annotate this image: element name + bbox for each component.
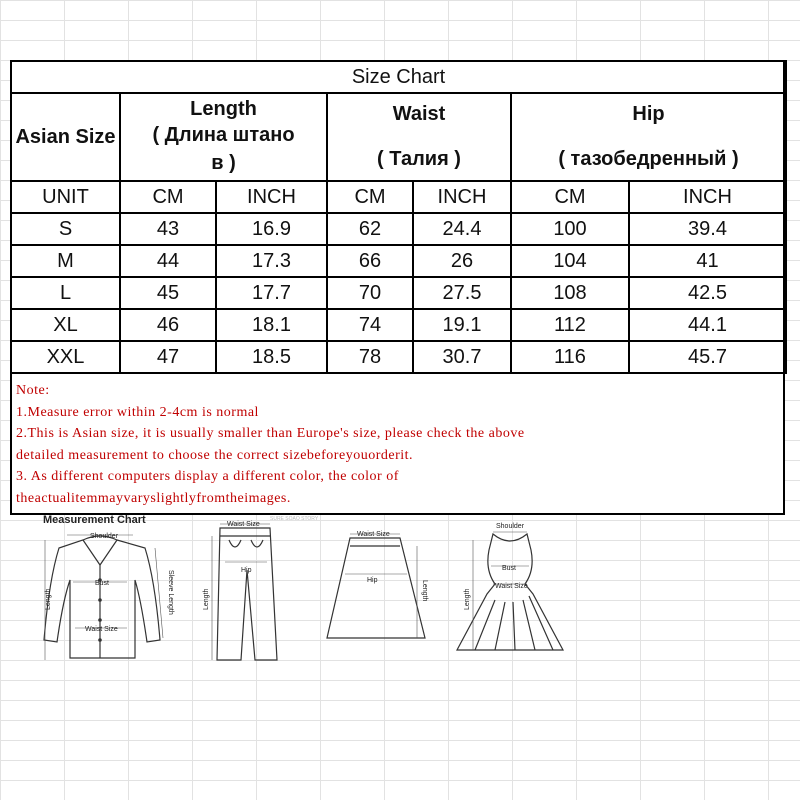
shirt-measure-lines [45,535,163,660]
shirt-bust-label: Bust [95,580,110,587]
value-cell: 70 [327,277,413,309]
value-cell: 47 [120,341,216,373]
value-cell: 45 [120,277,216,309]
waist-header [327,93,511,181]
size-cell: S [11,213,120,245]
size-cell: XXL [11,341,120,373]
value-cell: 44.1 [629,309,786,341]
table-row [11,213,786,245]
unit-cell: INCH [413,181,511,213]
value-cell: 44 [120,245,216,277]
unit-cell: INCH [629,181,786,213]
value-cell: 42.5 [629,277,786,309]
skirt-length-label: Length [421,580,428,602]
table-row [11,277,786,309]
unit-cell: UNIT [11,181,120,213]
value-cell: 30.7 [413,341,511,373]
length-title: Length [190,97,257,120]
measurement-chart [15,510,785,685]
watermark-text: SURE SOAO STORY [270,516,319,522]
value-cell: 66 [327,245,413,277]
size-table [10,60,787,374]
unit-row [11,181,786,213]
shirt-waist-label: Waist Size [85,626,118,633]
length-subtitle-2: в ) [211,151,236,174]
table-row [11,309,786,341]
size-cell: XL [11,309,120,341]
asian-size-header: Asian Size [11,93,120,181]
shirt-shoulder-label: Shoulder [90,533,119,540]
value-cell: 41 [629,245,786,277]
note-line: theactualitemmayvaryslightlyfromtheimages. [16,490,291,506]
note-line: detailed measurement to choose the correct sizebeforeyouorderit. [16,447,414,463]
dress-measure-lines [473,532,529,650]
note-line: 3. As different computers display a different color, the color of [16,469,399,484]
waist-subtitle: ( Талия ) [377,148,461,170]
value-cell: 112 [511,309,629,341]
dress-waist-label: Waist Size [495,583,528,590]
size-cell: L [11,277,120,309]
measurement-chart-title: Measurement Chart [43,514,146,526]
unit-cell: CM [511,181,629,213]
value-cell: 17.7 [216,277,327,309]
value-cell: 18.1 [216,309,327,341]
value-cell: 116 [511,341,629,373]
value-cell: 18.5 [216,341,327,373]
unit-cell: INCH [216,181,327,213]
unit-cell: CM [327,181,413,213]
dress-shoulder-label: Shoulder [496,523,525,530]
shirt-sleeve-label: Sleeve Length [167,570,174,615]
skirt-hip-label: Hip [367,577,378,584]
length-header [120,93,327,181]
size-cell: M [11,245,120,277]
note-line: 1.Measure error within 2-4cm is normal [16,404,259,420]
pants-length-label: Length [203,588,210,610]
value-cell: 108 [511,277,629,309]
note-label: Note: [16,383,50,398]
hip-subtitle: ( тазобедренный ) [558,148,739,170]
value-cell: 16.9 [216,213,327,245]
unit-cell: CM [120,181,216,213]
measurement-illustrations [15,510,785,685]
notes-section [16,380,776,509]
table-row [11,245,786,277]
waist-title: Waist [392,103,446,125]
pants-hip-label: Hip [241,567,252,574]
shirt-length-label: Length [45,588,52,610]
shirt-diagram [44,536,160,658]
pants-diagram [217,528,277,660]
value-cell: 43 [120,213,216,245]
value-cell: 26 [413,245,511,277]
skirt-diagram [327,538,425,638]
skirt-waist-label: Waist Size [357,531,390,538]
dress-length-label: Length [464,588,471,610]
value-cell: 46 [120,309,216,341]
pants-waist-label: Waist Size [227,521,260,528]
value-cell: 19.1 [413,309,511,341]
note-line: 2.This is Asian size, it is usually smaller than Europe's size, please check the above [16,426,525,441]
table-row [11,341,786,373]
dress-bust-label: Bust [502,565,517,572]
skirt-measure-lines [345,534,417,638]
hip-title: Hip [632,103,665,125]
value-cell: 39.4 [629,213,786,245]
length-subtitle-1: ( Длина штано [152,123,295,146]
value-cell: 100 [511,213,629,245]
value-cell: 24.4 [413,213,511,245]
value-cell: 17.3 [216,245,327,277]
value-cell: 78 [327,341,413,373]
value-cell: 104 [511,245,629,277]
value-cell: 27.5 [413,277,511,309]
value-cell: 74 [327,309,413,341]
value-cell: 62 [327,213,413,245]
chart-title: Size Chart [11,61,786,93]
value-cell: 45.7 [629,341,786,373]
hip-header [511,93,786,181]
